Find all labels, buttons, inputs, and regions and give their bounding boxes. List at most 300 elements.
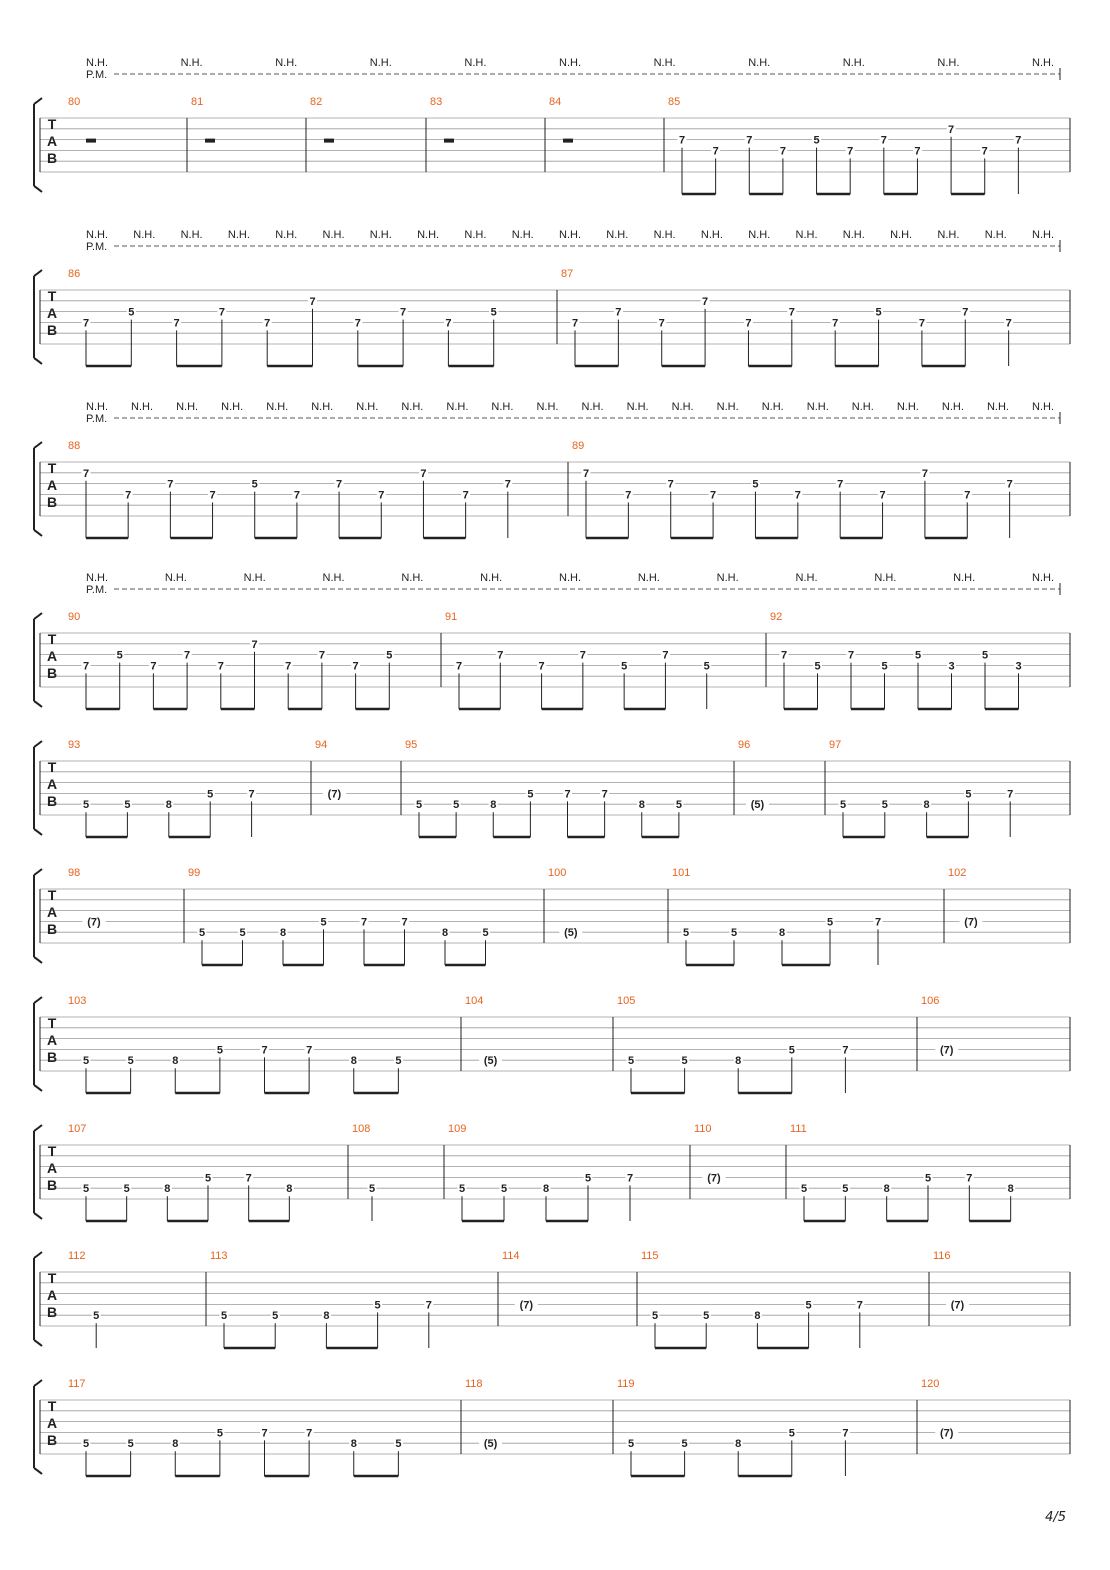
fret-number: 7	[626, 1172, 634, 1185]
fret-number: 5	[875, 306, 882, 319]
fret-number: 5	[124, 799, 131, 812]
tab-clef-letter: A	[46, 305, 58, 321]
fret-number: 5	[703, 660, 710, 673]
fret-number: 7	[82, 467, 90, 480]
fret-number: 5	[681, 1055, 688, 1068]
measure-number: 89	[572, 440, 585, 452]
measure-number: 115	[641, 1250, 659, 1262]
fret-number: 5	[800, 1183, 808, 1196]
fret-number: 7	[150, 660, 157, 673]
measure-number: 82	[310, 96, 323, 108]
measure-number: 100	[548, 867, 567, 879]
fret-number: 7	[856, 1299, 863, 1312]
fret-number: (7)	[519, 1299, 534, 1312]
tab-clef-letter: A	[46, 648, 58, 664]
fret-number: 5	[752, 478, 759, 491]
natural-harmonic-mark: N.H.	[795, 572, 818, 584]
fret-number: 3	[1015, 660, 1022, 673]
fret-number: 7	[1006, 478, 1013, 491]
fret-number: 8	[172, 1055, 179, 1068]
natural-harmonic-mark: N.H.	[626, 401, 649, 413]
fret-number: 7	[425, 1299, 432, 1312]
natural-harmonic-mark: N.H.	[637, 572, 660, 584]
fret-number: 5	[730, 927, 738, 940]
fret-number: 5	[914, 649, 922, 662]
fret-number: 7	[966, 1172, 973, 1185]
fret-number: 7	[837, 478, 844, 491]
fret-number: 8	[754, 1310, 761, 1323]
measure-number: 109	[448, 1123, 467, 1135]
palm-mute-label: P.M.	[86, 584, 108, 596]
natural-harmonic-mark: N.H.	[176, 401, 199, 413]
fret-number: 7	[306, 1044, 313, 1057]
fret-number: 7	[702, 295, 709, 308]
measure-number: 86	[68, 268, 81, 280]
tab-clef-letter: A	[46, 1160, 58, 1176]
tab-clef-letter: B	[46, 665, 58, 681]
natural-harmonic-mark: N.H.	[1032, 229, 1054, 241]
fret-number: 5	[82, 1438, 90, 1451]
whole-rest	[205, 139, 215, 143]
natural-harmonic-mark: N.H.	[86, 572, 108, 584]
fret-number: 8	[883, 1183, 890, 1196]
fret-number: 7	[914, 145, 921, 158]
fret-number: 5	[842, 1183, 849, 1196]
fret-number: 5	[82, 1183, 90, 1196]
tab-clef-letter: T	[47, 1398, 57, 1414]
natural-harmonic-mark: N.H.	[748, 57, 771, 69]
system-bracket	[34, 1252, 42, 1346]
fret-number: 5	[128, 306, 135, 319]
natural-harmonic-mark: N.H.	[890, 229, 913, 241]
fret-number: 8	[735, 1055, 742, 1068]
fret-number: 5	[788, 1044, 795, 1057]
fret-number: 7	[601, 788, 608, 801]
natural-harmonic-mark: N.H.	[716, 572, 739, 584]
fret-number: 7	[360, 916, 368, 929]
tab-clef-letter: T	[47, 887, 57, 903]
fret-number: 5	[924, 1172, 932, 1185]
fret-number: 7	[245, 1172, 252, 1185]
measure-number: 105	[617, 995, 636, 1007]
natural-harmonic-mark: N.H.	[511, 229, 534, 241]
tab-clef-letter: A	[46, 1287, 58, 1303]
fret-number: 5	[272, 1310, 279, 1323]
fret-number: 5	[82, 799, 90, 812]
fret-number: 5	[627, 1055, 635, 1068]
measure-number: 103	[68, 995, 87, 1007]
natural-harmonic-mark: N.H.	[401, 401, 424, 413]
fret-number: (7)	[939, 1044, 954, 1057]
fret-number: 7	[948, 123, 955, 136]
measure-number: 102	[948, 867, 967, 879]
natural-harmonic-mark: N.H.	[700, 229, 723, 241]
fret-number: 7	[564, 788, 571, 801]
measure-number: 85	[668, 96, 681, 108]
fret-number: 7	[981, 145, 988, 158]
fret-number: 5	[584, 1172, 592, 1185]
natural-harmonic-mark: N.H.	[581, 401, 604, 413]
system-bracket	[34, 270, 42, 364]
measure-number: 92	[770, 611, 783, 623]
measure-number: 117	[68, 1378, 86, 1390]
measure-number: 80	[68, 96, 81, 108]
natural-harmonic-mark: N.H.	[491, 401, 514, 413]
natural-harmonic-mark: N.H.	[180, 57, 203, 69]
fret-number: 7	[1005, 317, 1012, 330]
fret-number: 5	[682, 927, 690, 940]
fret-number: 7	[745, 317, 752, 330]
fret-number: 7	[579, 649, 586, 662]
measure-number: 84	[549, 96, 562, 108]
measure-number: 119	[617, 1378, 635, 1390]
fret-number: (7)	[707, 1172, 721, 1185]
tab-clef-letter: A	[46, 1032, 58, 1048]
fret-number: 7	[184, 649, 191, 662]
natural-harmonic-mark: N.H.	[653, 57, 676, 69]
fret-number: 7	[420, 467, 427, 480]
fret-number: (7)	[327, 788, 342, 801]
tab-clef-letter: T	[47, 1143, 57, 1159]
measure-number: 110	[694, 1123, 712, 1135]
fret-number: 7	[218, 306, 225, 319]
natural-harmonic-mark: N.H.	[243, 572, 266, 584]
system-bracket	[34, 1380, 42, 1474]
tab-clef-letter: A	[46, 477, 58, 493]
natural-harmonic-mark: N.H.	[606, 229, 629, 241]
fret-number: 7	[318, 649, 325, 662]
fret-number: 5	[826, 916, 834, 929]
fret-number: 3	[948, 660, 955, 673]
tab-clef-letter: B	[46, 1432, 58, 1448]
fret-number: 5	[453, 799, 460, 812]
natural-harmonic-mark: N.H.	[464, 229, 487, 241]
fret-number: 7	[667, 478, 674, 491]
page-number: 4/5	[1045, 1510, 1066, 1525]
natural-harmonic-mark: N.H.	[716, 401, 739, 413]
measure-number: 83	[430, 96, 443, 108]
tab-clef-letter: A	[46, 1415, 58, 1431]
fret-number: 5	[415, 799, 423, 812]
natural-harmonic-mark: N.H.	[369, 229, 392, 241]
tab-clef-letter: T	[47, 1270, 57, 1286]
natural-harmonic-mark: N.H.	[480, 572, 503, 584]
natural-harmonic-mark: N.H.	[761, 401, 784, 413]
fret-number: 5	[127, 1055, 134, 1068]
natural-harmonic-mark: N.H.	[311, 401, 334, 413]
fret-number: 7	[293, 489, 300, 502]
fret-number: 7	[879, 489, 886, 502]
measure-number: 97	[829, 739, 842, 751]
fret-number: 7	[352, 660, 359, 673]
fret-number: 5	[458, 1183, 466, 1196]
fret-number: 5	[127, 1438, 134, 1451]
natural-harmonic-mark: N.H.	[559, 572, 581, 584]
tab-clef-letter: T	[47, 288, 57, 304]
tab-clef-letter: B	[46, 322, 58, 338]
fret-number: 7	[167, 478, 174, 491]
measure-number: 108	[352, 1123, 371, 1135]
fret-number: 5	[251, 478, 258, 491]
tab-clef-letter: B	[46, 1049, 58, 1065]
fret-number: 8	[490, 799, 497, 812]
tab-clef-letter: B	[46, 793, 58, 809]
system-bracket	[34, 442, 42, 536]
fret-number: 7	[832, 317, 839, 330]
fret-number: 7	[880, 134, 887, 147]
natural-harmonic-mark: N.H.	[941, 401, 964, 413]
natural-harmonic-mark: N.H.	[356, 401, 379, 413]
measure-number: 101	[672, 867, 691, 879]
fret-number: 7	[874, 916, 882, 929]
measure-number: 114	[502, 1250, 520, 1262]
fret-number: 7	[794, 489, 801, 502]
fret-number: 7	[921, 467, 928, 480]
fret-number: 7	[1015, 134, 1022, 147]
fret-number: 7	[336, 478, 343, 491]
fret-number: 7	[354, 317, 361, 330]
fret-number: 7	[261, 1044, 268, 1057]
fret-number: 7	[209, 489, 216, 502]
natural-harmonic-mark: N.H.	[131, 401, 154, 413]
fret-number: 8	[172, 1438, 179, 1451]
measure-number: 81	[191, 96, 204, 108]
fret-number: 8	[165, 799, 172, 812]
natural-harmonic-mark: N.H.	[266, 401, 289, 413]
fret-number: 7	[710, 489, 717, 502]
fret-number: 7	[615, 306, 622, 319]
fret-number: (7)	[87, 916, 101, 929]
fret-number: 8	[164, 1183, 171, 1196]
fret-number: (5)	[483, 1438, 498, 1451]
natural-harmonic-mark: N.H.	[984, 229, 1007, 241]
fret-number: 7	[964, 489, 971, 502]
system-bracket	[34, 98, 42, 192]
natural-harmonic-mark: N.H.	[806, 401, 829, 413]
measure-number: 113	[210, 1250, 228, 1262]
fret-number: 5	[216, 1044, 223, 1057]
natural-harmonic-mark: N.H.	[322, 229, 345, 241]
fret-number: 7	[306, 1427, 313, 1440]
natural-harmonic-mark: N.H.	[671, 401, 694, 413]
tab-clef-letter: A	[46, 904, 58, 920]
fret-number: 7	[1007, 788, 1014, 801]
fret-number: 7	[497, 649, 504, 662]
tab-clef-letter: T	[47, 631, 57, 647]
fret-number: 7	[82, 660, 90, 673]
natural-harmonic-mark: N.H.	[164, 572, 187, 584]
tab-clef-letter: T	[47, 460, 57, 476]
tab-clef-letter: B	[46, 921, 58, 937]
tab-clef-letter: A	[46, 776, 58, 792]
natural-harmonic-mark: N.H.	[896, 401, 919, 413]
natural-harmonic-mark: N.H.	[953, 572, 976, 584]
fret-number: 7	[847, 649, 855, 662]
natural-harmonic-mark: N.H.	[842, 229, 865, 241]
fret-number: 7	[842, 1044, 849, 1057]
measure-number: 90	[68, 611, 81, 623]
tab-clef-letter: B	[46, 150, 58, 166]
fret-number: 7	[918, 317, 925, 330]
fret-number: 5	[82, 1055, 90, 1068]
fret-number: 5	[703, 1310, 710, 1323]
fret-number: 5	[881, 660, 888, 673]
fret-number: 5	[651, 1310, 659, 1323]
fret-number: 7	[712, 145, 719, 158]
fret-number: 5	[814, 660, 821, 673]
fret-number: 7	[746, 134, 753, 147]
whole-rest	[563, 139, 573, 143]
fret-number: 7	[847, 145, 854, 158]
fret-number: (5)	[483, 1055, 498, 1068]
tab-clef-letter: T	[47, 116, 57, 132]
fret-number: 7	[264, 317, 271, 330]
fret-number: 7	[842, 1427, 849, 1440]
fret-number: 5	[395, 1438, 402, 1451]
measure-number: 104	[465, 995, 484, 1007]
fret-number: 7	[788, 306, 795, 319]
tab-clef-letter: B	[46, 494, 58, 510]
fret-number: 5	[621, 660, 628, 673]
natural-harmonic-mark: N.H.	[937, 57, 960, 69]
fret-number: 8	[279, 927, 287, 940]
natural-harmonic-mark: N.H.	[86, 401, 108, 413]
fret-number: 5	[839, 799, 847, 812]
system-bracket	[34, 1125, 42, 1219]
measure-number: 87	[561, 268, 574, 280]
natural-harmonic-mark: N.H.	[86, 57, 108, 69]
fret-number: 5	[395, 1055, 402, 1068]
measure-number: 120	[921, 1378, 940, 1390]
fret-number: 7	[445, 317, 452, 330]
fret-number: 5	[368, 1183, 376, 1196]
fret-number: 7	[378, 489, 385, 502]
fret-number: 5	[207, 788, 214, 801]
fret-number: 7	[504, 478, 511, 491]
natural-harmonic-mark: N.H.	[417, 229, 440, 241]
fret-number: 7	[962, 306, 969, 319]
natural-harmonic-mark: N.H.	[748, 229, 771, 241]
natural-harmonic-mark: N.H.	[1032, 57, 1054, 69]
fret-number: 7	[309, 295, 316, 308]
fret-number: 5	[627, 1438, 635, 1451]
fret-number: 5	[813, 134, 820, 147]
fret-number: 5	[386, 649, 393, 662]
fret-number: 5	[198, 927, 206, 940]
natural-harmonic-mark: N.H.	[795, 229, 818, 241]
fret-number: 7	[82, 317, 90, 330]
natural-harmonic-mark: N.H.	[653, 229, 676, 241]
fret-number: (5)	[564, 927, 578, 940]
fret-number: 8	[735, 1438, 742, 1451]
natural-harmonic-mark: N.H.	[1032, 572, 1054, 584]
natural-harmonic-mark: N.H.	[322, 572, 345, 584]
fret-number: 7	[400, 306, 407, 319]
fret-number: 5	[805, 1299, 812, 1312]
fret-number: 7	[780, 649, 788, 662]
natural-harmonic-mark: N.H.	[1032, 401, 1054, 413]
fret-number: 5	[675, 799, 682, 812]
fret-number: 7	[658, 317, 665, 330]
fret-number: (5)	[750, 799, 765, 812]
fret-number: 7	[217, 660, 224, 673]
measure-number: 88	[68, 440, 81, 452]
fret-number: 5	[374, 1299, 381, 1312]
measure-number: 98	[68, 867, 81, 879]
fret-number: 5	[320, 916, 327, 929]
fret-number: 7	[571, 317, 579, 330]
fret-number: 7	[582, 467, 590, 480]
fret-number: (7)	[964, 916, 978, 929]
fret-number: 5	[527, 788, 534, 801]
system-bracket	[34, 869, 42, 963]
measure-number: 93	[68, 739, 81, 751]
fret-number: 8	[1007, 1183, 1014, 1196]
fret-number: 8	[441, 927, 449, 940]
fret-number: 5	[116, 649, 123, 662]
fret-number: 7	[125, 489, 132, 502]
system-bracket	[34, 613, 42, 707]
whole-rest	[86, 139, 96, 143]
measure-number: 96	[738, 739, 751, 751]
fret-number: 7	[248, 788, 255, 801]
palm-mute-label: P.M.	[86, 69, 108, 81]
palm-mute-label: P.M.	[86, 241, 108, 253]
natural-harmonic-mark: N.H.	[559, 229, 581, 241]
measure-number: 94	[315, 739, 328, 751]
measure-number: 91	[445, 611, 458, 623]
system-bracket	[34, 997, 42, 1091]
fret-number: 8	[638, 799, 645, 812]
natural-harmonic-mark: N.H.	[937, 229, 960, 241]
measure-number: 116	[933, 1250, 951, 1262]
tab-clef-letter: T	[47, 759, 57, 775]
fret-number: 5	[216, 1427, 223, 1440]
measure-number: 106	[921, 995, 940, 1007]
system-bracket	[34, 741, 42, 835]
palm-mute-label: P.M.	[86, 413, 108, 425]
fret-number: 7	[173, 317, 180, 330]
fret-number: 8	[286, 1183, 293, 1196]
fret-number: 8	[778, 927, 786, 940]
natural-harmonic-mark: N.H.	[986, 401, 1009, 413]
fret-number: 7	[261, 1427, 268, 1440]
natural-harmonic-mark: N.H.	[221, 401, 244, 413]
natural-harmonic-mark: N.H.	[86, 229, 108, 241]
fret-number: 7	[779, 145, 786, 158]
fret-number: 8	[350, 1055, 357, 1068]
measure-number: 107	[68, 1123, 87, 1135]
fret-number: (7)	[950, 1299, 965, 1312]
natural-harmonic-mark: N.H.	[227, 229, 250, 241]
fret-number: 7	[401, 916, 408, 929]
natural-harmonic-mark: N.H.	[559, 57, 581, 69]
natural-harmonic-mark: N.H.	[275, 229, 298, 241]
tab-clef-letter: B	[46, 1177, 58, 1193]
fret-number: 5	[93, 1310, 100, 1323]
fret-number: 8	[542, 1183, 550, 1196]
fret-number: 8	[350, 1438, 357, 1451]
fret-number: 5	[220, 1310, 228, 1323]
fret-number: 5	[788, 1427, 795, 1440]
whole-rest	[324, 139, 334, 143]
fret-number: 5	[482, 927, 489, 940]
fret-number: 7	[462, 489, 469, 502]
fret-number: 7	[538, 660, 545, 673]
fret-number: 5	[681, 1438, 688, 1451]
fret-number: 8	[323, 1310, 330, 1323]
fret-number: 5	[239, 927, 246, 940]
